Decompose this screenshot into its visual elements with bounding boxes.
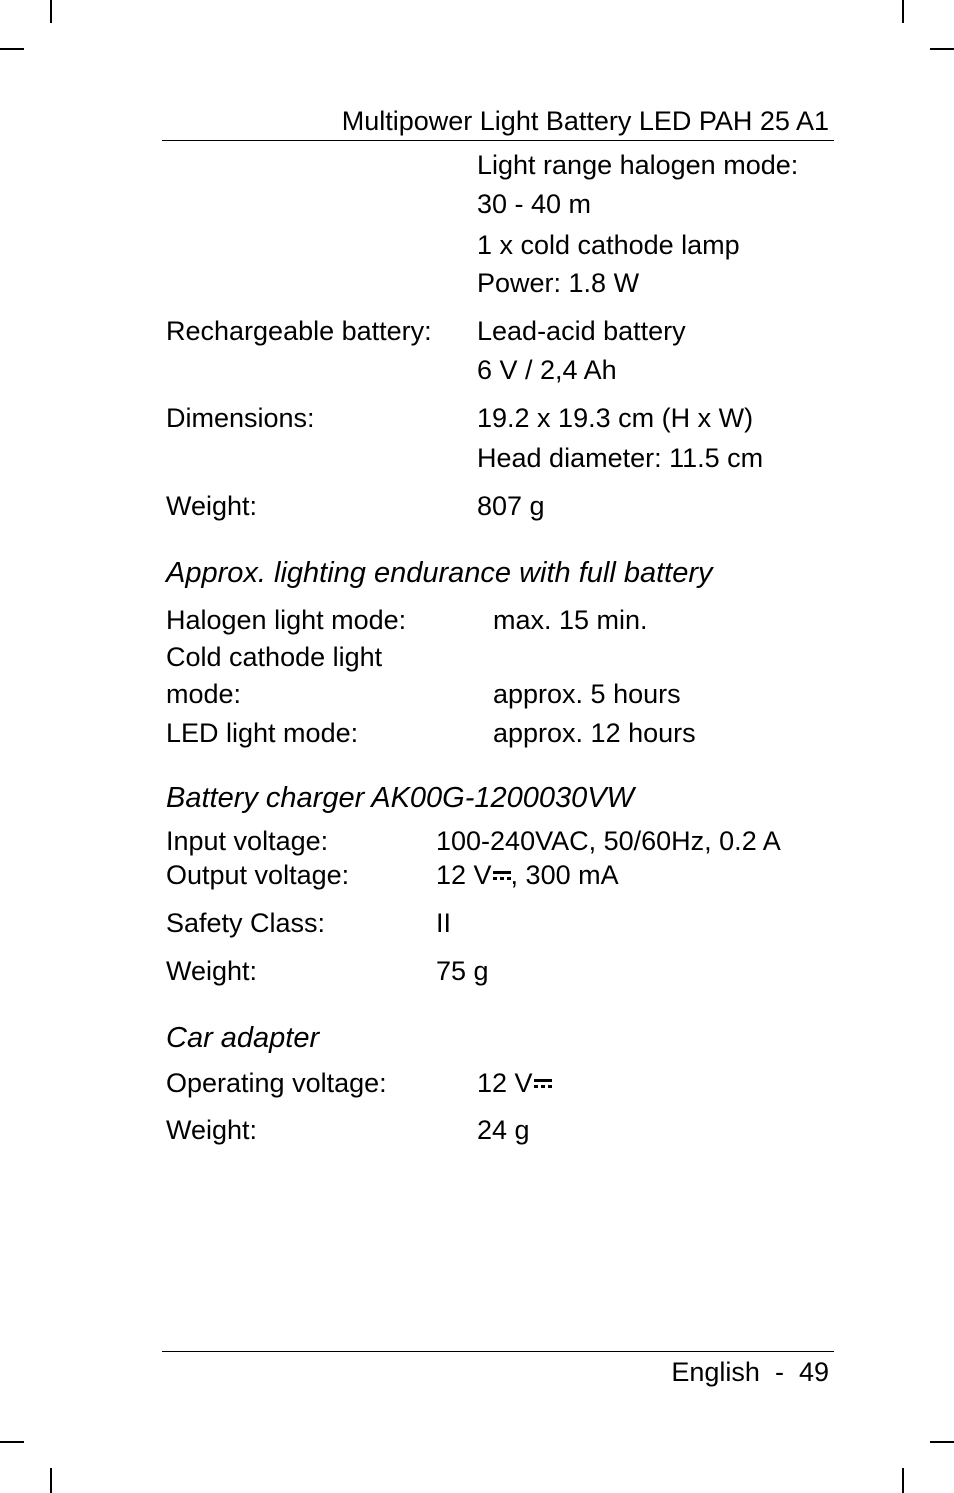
crop-mark-bottom-right-vertical bbox=[902, 1468, 904, 1493]
spec-value-line: 807 g bbox=[477, 491, 545, 521]
car-adapter-weight-label: Weight: bbox=[166, 1115, 258, 1145]
spec-value-line: 1 x cold cathode lamp bbox=[477, 230, 740, 260]
cold-cathode-value: approx. 5 hours bbox=[493, 679, 681, 709]
page-footer bbox=[671, 1359, 829, 1386]
dc-current-icon bbox=[534, 1078, 552, 1092]
spec-value-line: Head diameter: 11.5 cm bbox=[477, 443, 764, 473]
operating-voltage-value bbox=[477, 1070, 552, 1097]
crop-mark-top-left-horizontal bbox=[0, 48, 24, 50]
spec-label-dimensions: Dimensions: bbox=[166, 403, 315, 433]
halogen-value: max. 15 min. bbox=[493, 605, 648, 635]
halogen-label: Halogen light mode: bbox=[166, 605, 407, 635]
output-voltage-number: 12 V bbox=[436, 860, 492, 890]
output-voltage-value bbox=[436, 862, 619, 889]
charger-heading: Battery charger AK00G-1200030VW bbox=[166, 782, 635, 814]
spec-value-line: Lead-acid battery bbox=[477, 316, 686, 346]
header-title: Multipower Light Battery LED PAH 25 A1 bbox=[341, 106, 829, 136]
led-label: LED light mode: bbox=[166, 718, 359, 748]
spec-value-line: 6 V / 2,4 Ah bbox=[477, 355, 617, 385]
spec-value-line: Light range halogen mode: bbox=[477, 150, 799, 180]
crop-mark-top-right-horizontal bbox=[930, 48, 954, 50]
spec-label-weight: Weight: bbox=[166, 491, 258, 521]
spec-value-line: 30 - 40 m bbox=[477, 189, 592, 219]
dc-current-icon bbox=[493, 870, 511, 884]
operating-voltage-label: Operating voltage: bbox=[166, 1068, 387, 1098]
input-voltage-value: 100-240VAC, 50/60Hz, 0.2 A bbox=[436, 826, 781, 856]
safety-class-value: II bbox=[436, 908, 452, 938]
car-adapter-heading: Car adapter bbox=[166, 1022, 320, 1054]
output-current: , 300 mA bbox=[510, 860, 619, 890]
car-adapter-weight-value: 24 g bbox=[477, 1115, 530, 1145]
operating-voltage-number: 12 V bbox=[477, 1068, 533, 1098]
endurance-heading: Approx. lighting endurance with full battery bbox=[166, 557, 713, 589]
charger-weight-value: 75 g bbox=[436, 956, 489, 986]
output-voltage-label: Output voltage: bbox=[166, 860, 350, 890]
spec-value-line: Power: 1.8 W bbox=[477, 268, 640, 298]
cold-cathode-label-line1: Cold cathode light bbox=[166, 642, 383, 672]
footer-rule bbox=[162, 1351, 834, 1352]
crop-mark-top-right-vertical bbox=[902, 0, 904, 23]
spec-label-battery: Rechargeable battery: bbox=[166, 316, 432, 346]
led-value: approx. 12 hours bbox=[493, 718, 696, 748]
crop-mark-bottom-left-horizontal bbox=[0, 1441, 24, 1443]
footer-separator: - bbox=[774, 1357, 784, 1387]
header-rule bbox=[162, 140, 834, 141]
spec-value-line: 19.2 x 19.3 cm (H x W) bbox=[477, 403, 754, 433]
page-number: 49 bbox=[798, 1357, 829, 1387]
crop-mark-bottom-right-horizontal bbox=[930, 1441, 954, 1443]
crop-mark-top-left-vertical bbox=[50, 0, 52, 23]
footer-language: English bbox=[671, 1357, 760, 1387]
charger-weight-label: Weight: bbox=[166, 956, 258, 986]
crop-mark-bottom-left-vertical bbox=[50, 1468, 52, 1493]
safety-class-label: Safety Class: bbox=[166, 908, 326, 938]
input-voltage-label: Input voltage: bbox=[166, 826, 329, 856]
cold-cathode-label-line2: mode: bbox=[166, 679, 242, 709]
